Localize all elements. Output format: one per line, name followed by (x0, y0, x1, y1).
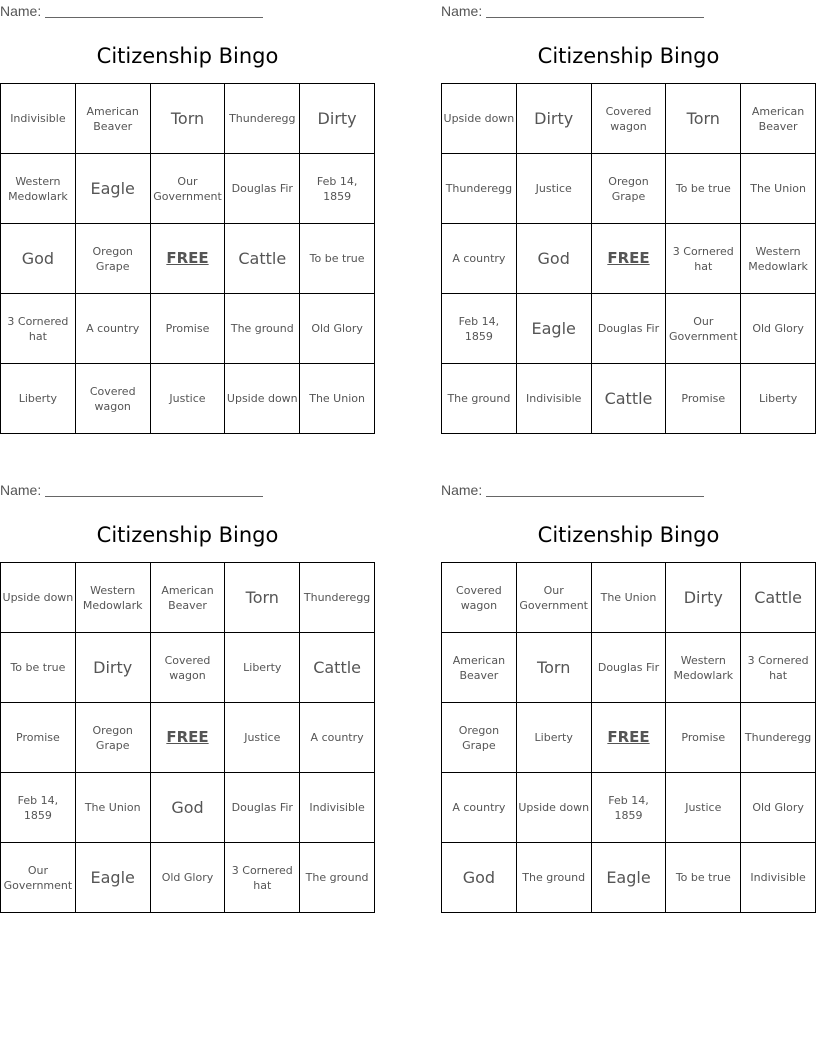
bingo-cell: Thunderegg (442, 154, 517, 224)
bingo-cell: Promise (1, 703, 76, 773)
bingo-cell: Our Government (1, 843, 76, 913)
bingo-cell: Feb 14, 1859 (1, 773, 76, 843)
bingo-cell: Promise (666, 703, 741, 773)
bingo-cell: Cattle (741, 563, 816, 633)
card-title: Citizenship Bingo (537, 44, 720, 68)
bingo-cell: Torn (151, 84, 226, 154)
bingo-cell: Our Government (517, 563, 592, 633)
bingo-cell: To be true (666, 843, 741, 913)
bingo-cell: Dirty (666, 563, 741, 633)
bingo-cell: 3 Cornered hat (741, 633, 816, 703)
bingo-cell: Dirty (517, 84, 592, 154)
bingo-cell: 3 Cornered hat (1, 294, 76, 364)
bingo-grid (0, 562, 375, 913)
bingo-cell: Torn (666, 84, 741, 154)
card-title: Citizenship Bingo (96, 44, 279, 68)
bingo-cell: 3 Cornered hat (225, 843, 300, 913)
bingo-cell: Indivisible (741, 843, 816, 913)
bingo-cell: God (151, 773, 226, 843)
bingo-cell: To be true (1, 633, 76, 703)
bingo-cell: Covered wagon (76, 364, 151, 434)
free-space: FREE (151, 224, 226, 294)
bingo-cell: Old Glory (741, 294, 816, 364)
bingo-grid (441, 83, 816, 434)
bingo-cell: Oregon Grape (592, 154, 667, 224)
bingo-cell: The ground (442, 364, 517, 434)
name-label: Name: (0, 3, 42, 19)
bingo-cell: Dirty (76, 633, 151, 703)
bingo-cell: God (517, 224, 592, 294)
bingo-cell: Cattle (225, 224, 300, 294)
bingo-cell: Thunderegg (300, 563, 375, 633)
bingo-cell: Covered wagon (442, 563, 517, 633)
bingo-cell: Upside down (1, 563, 76, 633)
bingo-cell: Dirty (300, 84, 375, 154)
bingo-cell: Torn (225, 563, 300, 633)
bingo-cell: Promise (666, 364, 741, 434)
card-title: Citizenship Bingo (537, 523, 720, 547)
bingo-cell: Covered wagon (151, 633, 226, 703)
bingo-cell: The ground (300, 843, 375, 913)
bingo-cell: American Beaver (442, 633, 517, 703)
bingo-cell: Eagle (76, 843, 151, 913)
name-label: Name: (441, 3, 483, 19)
bingo-cell: Western Medowlark (76, 563, 151, 633)
bingo-cell: Eagle (592, 843, 667, 913)
bingo-cell: Upside down (225, 364, 300, 434)
bingo-cell: The Union (592, 563, 667, 633)
bingo-cell: Indivisible (1, 84, 76, 154)
bingo-cell: Justice (517, 154, 592, 224)
bingo-cell: Old Glory (741, 773, 816, 843)
bingo-cell: Feb 14, 1859 (300, 154, 375, 224)
name-blank-line (486, 482, 704, 497)
bingo-cell: A country (76, 294, 151, 364)
bingo-cell: American Beaver (76, 84, 151, 154)
bingo-cell: Liberty (225, 633, 300, 703)
name-line (0, 482, 263, 498)
bingo-cell: Douglas Fir (225, 773, 300, 843)
bingo-cell: A country (442, 224, 517, 294)
bingo-cell: Western Medowlark (666, 633, 741, 703)
bingo-cell: Oregon Grape (76, 224, 151, 294)
bingo-cell: The ground (517, 843, 592, 913)
bingo-cell: Upside down (442, 84, 517, 154)
bingo-cell: Torn (517, 633, 592, 703)
bingo-cell: God (1, 224, 76, 294)
bingo-cell: Indivisible (300, 773, 375, 843)
bingo-cell: The ground (225, 294, 300, 364)
free-space: FREE (151, 703, 226, 773)
bingo-cell: Douglas Fir (592, 633, 667, 703)
name-blank-line (45, 3, 263, 18)
bingo-cell: Eagle (517, 294, 592, 364)
bingo-cell: Douglas Fir (592, 294, 667, 364)
bingo-cell: Liberty (741, 364, 816, 434)
bingo-cell: Liberty (1, 364, 76, 434)
bingo-cell: American Beaver (151, 563, 226, 633)
bingo-cell: The Union (300, 364, 375, 434)
name-line (0, 3, 263, 19)
free-space: FREE (592, 703, 667, 773)
bingo-cell: Justice (151, 364, 226, 434)
bingo-cell: Eagle (76, 154, 151, 224)
bingo-cell: Covered wagon (592, 84, 667, 154)
bingo-cell: To be true (300, 224, 375, 294)
bingo-cell: Thunderegg (225, 84, 300, 154)
name-line (441, 3, 704, 19)
bingo-cell: Justice (666, 773, 741, 843)
bingo-cell: Cattle (592, 364, 667, 434)
bingo-cell: Douglas Fir (225, 154, 300, 224)
bingo-cell: Old Glory (151, 843, 226, 913)
free-space: FREE (592, 224, 667, 294)
bingo-cell: Western Medowlark (741, 224, 816, 294)
bingo-cell: Upside down (517, 773, 592, 843)
bingo-cell: Thunderegg (741, 703, 816, 773)
bingo-cell: Oregon Grape (442, 703, 517, 773)
bingo-cell: Liberty (517, 703, 592, 773)
bingo-cell: Indivisible (517, 364, 592, 434)
bingo-cell: A country (300, 703, 375, 773)
card-title: Citizenship Bingo (96, 523, 279, 547)
bingo-cell: Our Government (666, 294, 741, 364)
name-label: Name: (441, 482, 483, 498)
bingo-cell: A country (442, 773, 517, 843)
bingo-cell: The Union (741, 154, 816, 224)
bingo-cell: Feb 14, 1859 (592, 773, 667, 843)
bingo-cell: Old Glory (300, 294, 375, 364)
name-label: Name: (0, 482, 42, 498)
bingo-cell: Our Government (151, 154, 226, 224)
name-blank-line (486, 3, 704, 18)
bingo-cell: American Beaver (741, 84, 816, 154)
bingo-cell: Cattle (300, 633, 375, 703)
bingo-cell: Western Medowlark (1, 154, 76, 224)
name-blank-line (45, 482, 263, 497)
name-line (441, 482, 704, 498)
bingo-cell: Justice (225, 703, 300, 773)
bingo-cell: Promise (151, 294, 226, 364)
bingo-cell: The Union (76, 773, 151, 843)
bingo-cell: God (442, 843, 517, 913)
bingo-grid (0, 83, 375, 434)
bingo-cell: Oregon Grape (76, 703, 151, 773)
bingo-grid (441, 562, 816, 913)
bingo-cell: Feb 14, 1859 (442, 294, 517, 364)
bingo-cell: To be true (666, 154, 741, 224)
bingo-cell: 3 Cornered hat (666, 224, 741, 294)
